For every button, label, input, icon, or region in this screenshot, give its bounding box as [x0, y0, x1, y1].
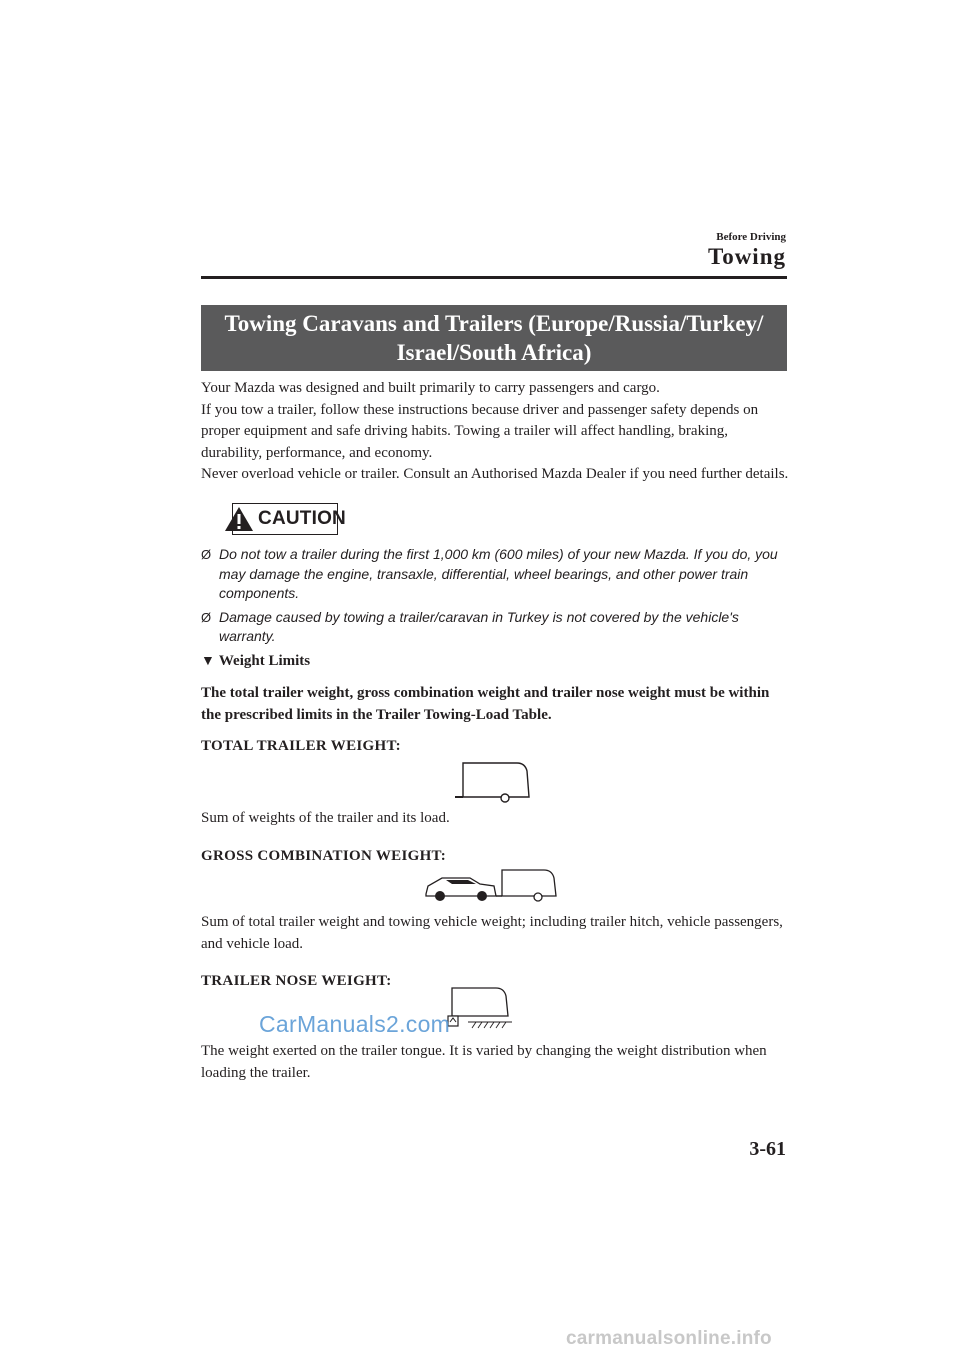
- caution-item-text: Do not tow a trailer during the first 1,000 km (600 miles) of your new Mazda. If you do, you may damage the engine, transaxle, differential, wheel bearings, and other power train components.: [219, 546, 778, 601]
- caution-item: [201, 545, 789, 604]
- banner-line-1: Towing Caravans and Trailers (Europe/Russia/Turkey/: [224, 311, 764, 336]
- footer-watermark-url: carmanualsonline.info: [566, 1328, 772, 1349]
- warning-triangle-icon: [224, 506, 254, 532]
- down-triangle-icon: ▼: [201, 654, 215, 669]
- gross-combination-weight-label: GROSS COMBINATION WEIGHT:: [201, 848, 447, 864]
- weight-limits-title: Weight Limits: [218, 653, 311, 669]
- intro-paragraph: If you tow a trailer, follow these instructions because driver and passenger safety depends on proper equipment and safe driving habits. Towing a trailer will affect handling, braking, durability, performance, and economy.: [201, 401, 759, 461]
- trailer-nose-weight-desc: The weight exerted on the trailer tongue. It is varied by changing the weight distribution when loading the trailer.: [201, 1043, 767, 1081]
- trailer-nose-scale-illustration-icon: [446, 984, 514, 1030]
- caution-list: [201, 545, 789, 651]
- section-label: Before Driving: [716, 231, 786, 243]
- gross-combination-weight-desc: Sum of total trailer weight and towing vehicle weight; including trailer hitch, vehicle passengers, and vehicle load.: [201, 914, 783, 952]
- bullet-arrow-icon: Ø: [201, 547, 212, 562]
- caution-label: CAUTION: [258, 508, 346, 529]
- total-trailer-weight-desc: Sum of weights of the trailer and its load.: [201, 810, 450, 826]
- weight-limits-heading: [201, 653, 310, 670]
- weight-limits-statement: The total trailer weight, gross combination weight and trailer nose weight must be within the prescribed limits in the Trailer Towing-Load Table.: [201, 685, 770, 723]
- intro-paragraph: Never overload vehicle or trailer. Consult an Authorised Mazda Dealer if you need further details.: [201, 466, 789, 482]
- bullet-arrow-icon: Ø: [201, 609, 212, 625]
- section-banner: [201, 305, 787, 371]
- car-and-trailer-illustration-icon: [420, 864, 562, 908]
- watermark-logo: CarManuals2.com: [259, 1011, 451, 1037]
- chapter-title: Towing: [707, 244, 786, 269]
- caution-label-box: [232, 503, 346, 535]
- trailer-illustration-icon: [455, 757, 535, 805]
- page-number: 3-61: [749, 1138, 786, 1160]
- caution-item-text: Damage caused by towing a trailer/caravan in Turkey is not covered by the vehicle's warranty.: [219, 608, 739, 644]
- header-rule: [201, 276, 787, 279]
- trailer-nose-weight-label: TRAILER NOSE WEIGHT:: [201, 973, 392, 989]
- banner-line-2: Israel/South Africa): [396, 340, 592, 365]
- caution-item: [201, 608, 789, 647]
- intro-paragraph: Your Mazda was designed and built primarily to carry passengers and cargo.: [201, 380, 660, 396]
- intro-text: [201, 378, 789, 486]
- total-trailer-weight-label: TOTAL TRAILER WEIGHT:: [201, 738, 401, 754]
